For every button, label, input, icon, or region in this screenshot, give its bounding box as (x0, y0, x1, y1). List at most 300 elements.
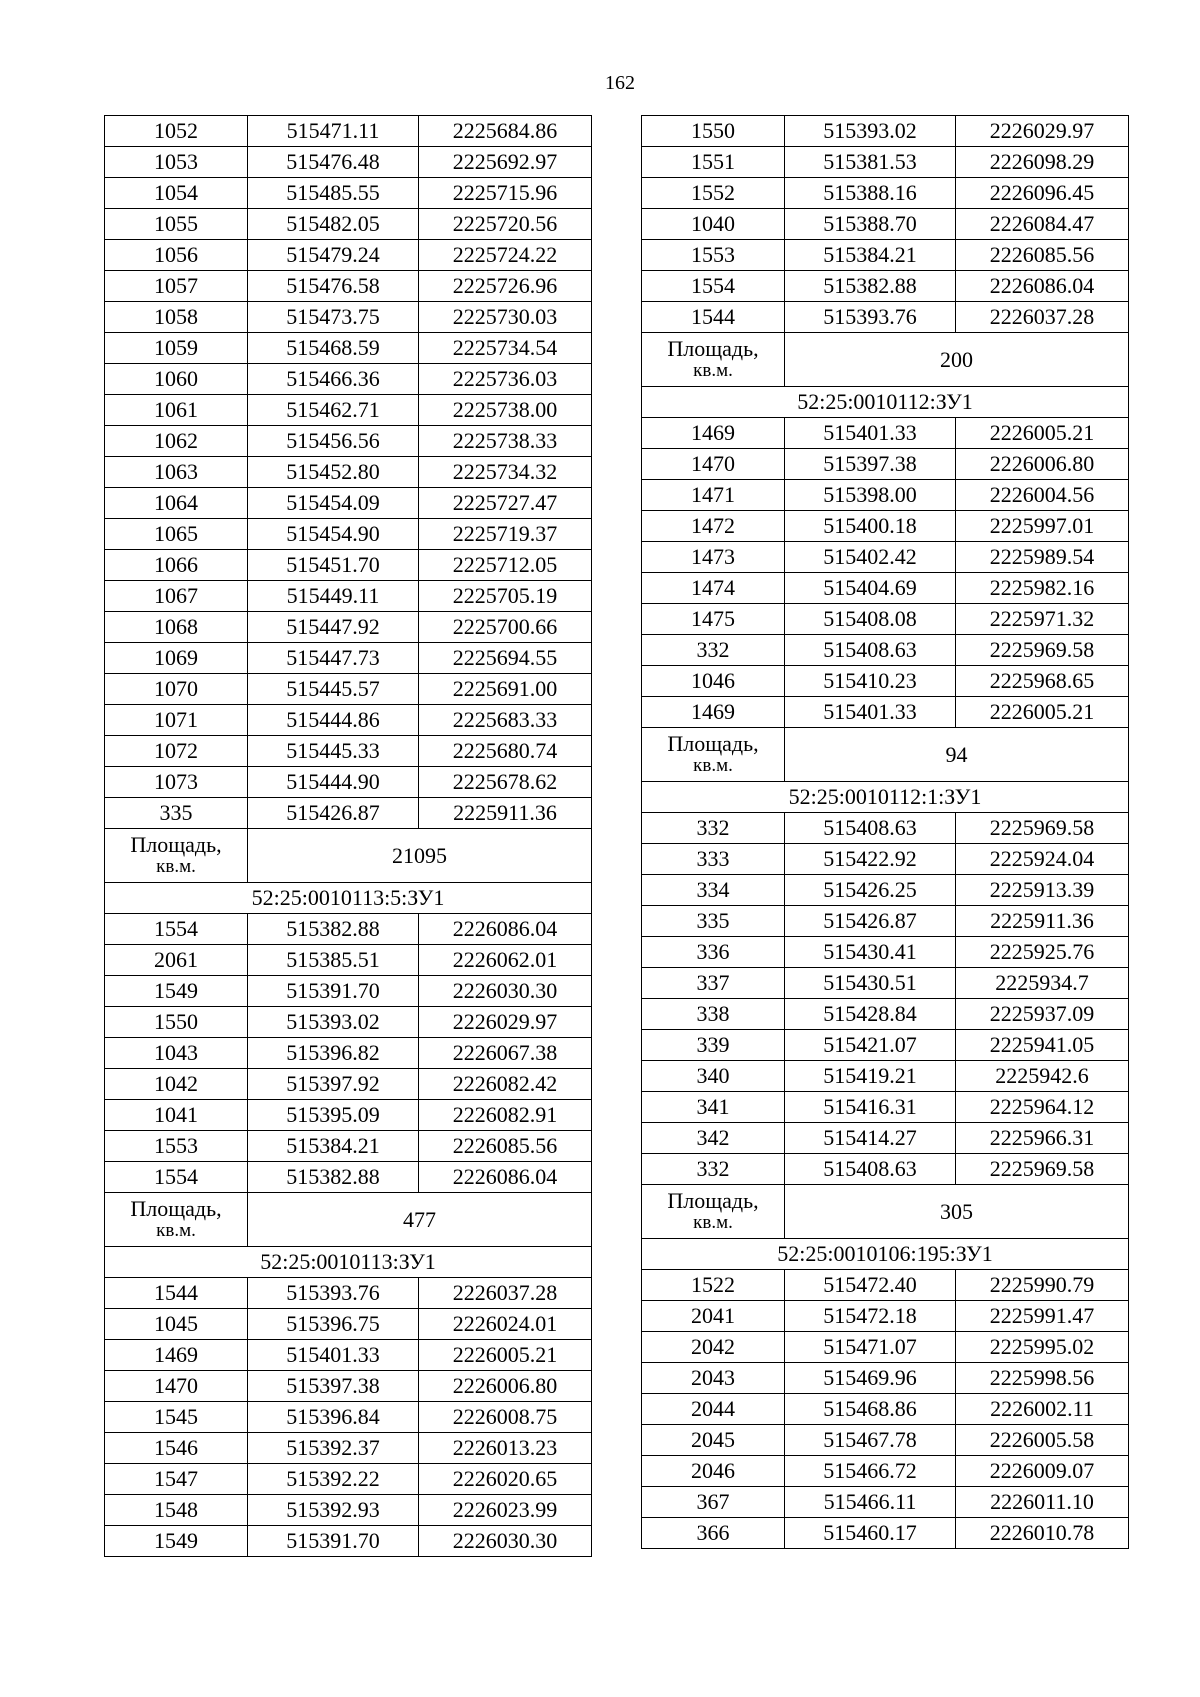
table-row (642, 1154, 1129, 1185)
table-row (642, 1456, 1129, 1487)
y-coordinate-cell: 2225913.39 (956, 875, 1129, 906)
x-coordinate-cell: 515401.33 (248, 1340, 419, 1371)
table-row (642, 1332, 1129, 1363)
table-row (105, 674, 592, 705)
y-coordinate-cell: 2226037.28 (956, 302, 1129, 333)
point-number-cell: 1055 (105, 209, 248, 240)
x-coordinate-cell: 515473.75 (248, 302, 419, 333)
x-coordinate-cell: 515472.18 (785, 1301, 956, 1332)
y-coordinate-cell: 2226029.97 (419, 1007, 592, 1038)
table-row (105, 1526, 592, 1557)
point-number-cell: 1471 (642, 480, 785, 511)
x-coordinate-cell: 515466.11 (785, 1487, 956, 1518)
y-coordinate-cell: 2225678.62 (419, 767, 592, 798)
x-coordinate-cell: 515466.36 (248, 364, 419, 395)
point-number-cell: 1470 (105, 1371, 248, 1402)
point-number-cell: 1549 (105, 1526, 248, 1557)
table-row (642, 178, 1129, 209)
y-coordinate-cell: 2225727.47 (419, 488, 592, 519)
y-coordinate-cell: 2225684.86 (419, 116, 592, 147)
area-label-cell (642, 728, 785, 782)
table-row (105, 240, 592, 271)
table-row (642, 844, 1129, 875)
table-row (642, 999, 1129, 1030)
point-number-cell: 1041 (105, 1100, 248, 1131)
page-number: 162 (605, 72, 635, 94)
y-coordinate-cell: 2225736.03 (419, 364, 592, 395)
table-row (642, 511, 1129, 542)
table-row (642, 1061, 1129, 1092)
point-number-cell: 1043 (105, 1038, 248, 1069)
point-number-cell: 1552 (642, 178, 785, 209)
y-coordinate-cell: 2225720.56 (419, 209, 592, 240)
table-row (105, 1495, 592, 1526)
table-row (642, 209, 1129, 240)
area-row (642, 1185, 1129, 1239)
x-coordinate-cell: 515388.70 (785, 209, 956, 240)
point-number-cell: 1548 (105, 1495, 248, 1526)
table-row (105, 736, 592, 767)
table-row (105, 333, 592, 364)
x-coordinate-cell: 515452.80 (248, 457, 419, 488)
x-coordinate-cell: 515456.56 (248, 426, 419, 457)
table-row (105, 1131, 592, 1162)
point-number-cell: 1470 (642, 449, 785, 480)
table-row (105, 395, 592, 426)
x-coordinate-cell: 515471.11 (248, 116, 419, 147)
point-number-cell: 2061 (105, 945, 248, 976)
y-coordinate-cell: 2226086.04 (956, 271, 1129, 302)
table-row (105, 976, 592, 1007)
table-row (642, 635, 1129, 666)
area-row (642, 333, 1129, 387)
table-row (105, 1038, 592, 1069)
point-number-cell: 1066 (105, 550, 248, 581)
x-coordinate-cell: 515482.05 (248, 209, 419, 240)
y-coordinate-cell: 2225982.16 (956, 573, 1129, 604)
table-row (642, 1123, 1129, 1154)
point-number-cell: 341 (642, 1092, 785, 1123)
y-coordinate-cell: 2225911.36 (956, 906, 1129, 937)
point-number-cell: 1065 (105, 519, 248, 550)
x-coordinate-cell: 515426.87 (248, 798, 419, 829)
x-coordinate-cell: 515396.82 (248, 1038, 419, 1069)
table-row (642, 1363, 1129, 1394)
point-number-cell: 1554 (105, 1162, 248, 1193)
point-number-cell: 1553 (105, 1131, 248, 1162)
y-coordinate-cell: 2226009.07 (956, 1456, 1129, 1487)
y-coordinate-cell: 2225724.22 (419, 240, 592, 271)
x-coordinate-cell: 515414.27 (785, 1123, 956, 1154)
point-number-cell: 337 (642, 968, 785, 999)
x-coordinate-cell: 515385.51 (248, 945, 419, 976)
y-coordinate-cell: 2225700.66 (419, 612, 592, 643)
point-number-cell: 1064 (105, 488, 248, 519)
point-number-cell: 1551 (642, 147, 785, 178)
table-row (642, 449, 1129, 480)
x-coordinate-cell: 515445.57 (248, 674, 419, 705)
section-header-row (105, 1247, 592, 1278)
table-row (105, 1340, 592, 1371)
area-label: Площадь, (667, 335, 759, 361)
y-coordinate-cell: 2225694.55 (419, 643, 592, 674)
y-coordinate-cell: 2225726.96 (419, 271, 592, 302)
x-coordinate-cell: 515449.11 (248, 581, 419, 612)
x-coordinate-cell: 515479.24 (248, 240, 419, 271)
y-coordinate-cell: 2226030.30 (419, 976, 592, 1007)
x-coordinate-cell: 515468.59 (248, 333, 419, 364)
y-coordinate-cell: 2225734.54 (419, 333, 592, 364)
point-number-cell: 1469 (642, 418, 785, 449)
y-coordinate-cell: 2226004.56 (956, 480, 1129, 511)
table-row (105, 1100, 592, 1131)
y-coordinate-cell: 2225738.33 (419, 426, 592, 457)
table-row (642, 1270, 1129, 1301)
point-number-cell: 367 (642, 1487, 785, 1518)
x-coordinate-cell: 515444.90 (248, 767, 419, 798)
table-row (642, 1518, 1129, 1549)
table-row (105, 1007, 592, 1038)
point-number-cell: 1059 (105, 333, 248, 364)
x-coordinate-cell: 515421.07 (785, 1030, 956, 1061)
x-coordinate-cell: 515381.53 (785, 147, 956, 178)
y-coordinate-cell: 2226006.80 (956, 449, 1129, 480)
area-label-cell (105, 1193, 248, 1247)
y-coordinate-cell: 2225998.56 (956, 1363, 1129, 1394)
y-coordinate-cell: 2225968.65 (956, 666, 1129, 697)
y-coordinate-cell: 2225941.05 (956, 1030, 1129, 1061)
table-row (105, 914, 592, 945)
point-number-cell: 339 (642, 1030, 785, 1061)
point-number-cell: 1068 (105, 612, 248, 643)
point-number-cell: 334 (642, 875, 785, 906)
cadastral-number: 52:25:0010113:5:ЗУ1 (105, 883, 592, 914)
table-row (642, 937, 1129, 968)
y-coordinate-cell: 2226096.45 (956, 178, 1129, 209)
cadastral-number: 52:25:0010112:ЗУ1 (642, 387, 1129, 418)
y-coordinate-cell: 2226020.65 (419, 1464, 592, 1495)
x-coordinate-cell: 515454.09 (248, 488, 419, 519)
x-coordinate-cell: 515472.40 (785, 1270, 956, 1301)
x-coordinate-cell: 515419.21 (785, 1061, 956, 1092)
y-coordinate-cell: 2225734.32 (419, 457, 592, 488)
point-number-cell: 1042 (105, 1069, 248, 1100)
x-coordinate-cell: 515476.58 (248, 271, 419, 302)
y-coordinate-cell: 2225719.37 (419, 519, 592, 550)
point-number-cell: 1472 (642, 511, 785, 542)
point-number-cell: 1475 (642, 604, 785, 635)
x-coordinate-cell: 515426.25 (785, 875, 956, 906)
y-coordinate-cell: 2226024.01 (419, 1309, 592, 1340)
x-coordinate-cell: 515467.78 (785, 1425, 956, 1456)
table-row (642, 1030, 1129, 1061)
y-coordinate-cell: 2226098.29 (956, 147, 1129, 178)
x-coordinate-cell: 515408.63 (785, 1154, 956, 1185)
section-header-row (642, 782, 1129, 813)
table-row (642, 1394, 1129, 1425)
table-row (105, 1309, 592, 1340)
table-row (642, 271, 1129, 302)
area-value: 200 (785, 333, 1129, 387)
area-label: Площадь, (667, 1187, 759, 1213)
y-coordinate-cell: 2226005.21 (419, 1340, 592, 1371)
point-number-cell: 1062 (105, 426, 248, 457)
point-number-cell: 333 (642, 844, 785, 875)
x-coordinate-cell: 515408.63 (785, 813, 956, 844)
x-coordinate-cell: 515396.84 (248, 1402, 419, 1433)
point-number-cell: 1545 (105, 1402, 248, 1433)
table-row (642, 1301, 1129, 1332)
table-row (105, 1162, 592, 1193)
section-header-row (642, 1239, 1129, 1270)
point-number-cell: 1546 (105, 1433, 248, 1464)
y-coordinate-cell: 2226005.58 (956, 1425, 1129, 1456)
table-row (105, 271, 592, 302)
y-coordinate-cell: 2225964.12 (956, 1092, 1129, 1123)
point-number-cell: 366 (642, 1518, 785, 1549)
y-coordinate-cell: 2226062.01 (419, 945, 592, 976)
x-coordinate-cell: 515391.70 (248, 1526, 419, 1557)
point-number-cell: 1553 (642, 240, 785, 271)
y-coordinate-cell: 2225997.01 (956, 511, 1129, 542)
table-row (105, 945, 592, 976)
y-coordinate-cell: 2225705.19 (419, 581, 592, 612)
table-row (105, 705, 592, 736)
area-label-cell (642, 1185, 785, 1239)
y-coordinate-cell: 2226086.04 (419, 1162, 592, 1193)
x-coordinate-cell: 515426.87 (785, 906, 956, 937)
table-row (642, 240, 1129, 271)
x-coordinate-cell: 515397.92 (248, 1069, 419, 1100)
area-unit: кв.м. (693, 1211, 733, 1233)
table-row (105, 1069, 592, 1100)
x-coordinate-cell: 515382.88 (248, 1162, 419, 1193)
x-coordinate-cell: 515447.92 (248, 612, 419, 643)
x-coordinate-cell: 515430.41 (785, 937, 956, 968)
point-number-cell: 1071 (105, 705, 248, 736)
x-coordinate-cell: 515384.21 (785, 240, 956, 271)
point-number-cell: 1070 (105, 674, 248, 705)
table-row (105, 767, 592, 798)
cadastral-number: 52:25:0010106:195:ЗУ1 (642, 1239, 1129, 1270)
point-number-cell: 1040 (642, 209, 785, 240)
y-coordinate-cell: 2225989.54 (956, 542, 1129, 573)
y-coordinate-cell: 2225990.79 (956, 1270, 1129, 1301)
x-coordinate-cell: 515408.08 (785, 604, 956, 635)
y-coordinate-cell: 2225683.33 (419, 705, 592, 736)
x-coordinate-cell: 515471.07 (785, 1332, 956, 1363)
x-coordinate-cell: 515393.76 (248, 1278, 419, 1309)
table-row (642, 906, 1129, 937)
y-coordinate-cell: 2226010.78 (956, 1518, 1129, 1549)
x-coordinate-cell: 515485.55 (248, 178, 419, 209)
y-coordinate-cell: 2225911.36 (419, 798, 592, 829)
point-number-cell: 1550 (105, 1007, 248, 1038)
table-row (642, 697, 1129, 728)
x-coordinate-cell: 515397.38 (785, 449, 956, 480)
point-number-cell: 1061 (105, 395, 248, 426)
y-coordinate-cell: 2225991.47 (956, 1301, 1129, 1332)
area-label: Площадь, (130, 831, 222, 857)
section-header-row (105, 883, 592, 914)
y-coordinate-cell: 2225995.02 (956, 1332, 1129, 1363)
area-value: 94 (785, 728, 1129, 782)
area-row (642, 728, 1129, 782)
point-number-cell: 1550 (642, 116, 785, 147)
point-number-cell: 1554 (642, 271, 785, 302)
table-row (105, 612, 592, 643)
y-coordinate-cell: 2226084.47 (956, 209, 1129, 240)
table-row (642, 418, 1129, 449)
point-number-cell: 1046 (642, 666, 785, 697)
y-coordinate-cell: 2225969.58 (956, 813, 1129, 844)
x-coordinate-cell: 515454.90 (248, 519, 419, 550)
point-number-cell: 1057 (105, 271, 248, 302)
y-coordinate-cell: 2225712.05 (419, 550, 592, 581)
y-coordinate-cell: 2226005.21 (956, 418, 1129, 449)
y-coordinate-cell: 2226029.97 (956, 116, 1129, 147)
y-coordinate-cell: 2226086.04 (419, 914, 592, 945)
point-number-cell: 332 (642, 635, 785, 666)
area-row (105, 829, 592, 883)
point-number-cell: 1072 (105, 736, 248, 767)
point-number-cell: 332 (642, 813, 785, 844)
x-coordinate-cell: 515460.17 (785, 1518, 956, 1549)
point-number-cell: 1544 (642, 302, 785, 333)
point-number-cell: 336 (642, 937, 785, 968)
table-row (642, 813, 1129, 844)
point-number-cell: 335 (105, 798, 248, 829)
y-coordinate-cell: 2226085.56 (956, 240, 1129, 271)
table-row (105, 1402, 592, 1433)
table-row (105, 178, 592, 209)
y-coordinate-cell: 2226005.21 (956, 697, 1129, 728)
y-coordinate-cell: 2226006.80 (419, 1371, 592, 1402)
point-number-cell: 1052 (105, 116, 248, 147)
point-number-cell: 1522 (642, 1270, 785, 1301)
y-coordinate-cell: 2225730.03 (419, 302, 592, 333)
point-number-cell: 342 (642, 1123, 785, 1154)
x-coordinate-cell: 515468.86 (785, 1394, 956, 1425)
y-coordinate-cell: 2226002.11 (956, 1394, 1129, 1425)
section-header-row (642, 387, 1129, 418)
y-coordinate-cell: 2225692.97 (419, 147, 592, 178)
point-number-cell: 1058 (105, 302, 248, 333)
point-number-cell: 1547 (105, 1464, 248, 1495)
y-coordinate-cell: 2226013.23 (419, 1433, 592, 1464)
x-coordinate-cell: 515451.70 (248, 550, 419, 581)
x-coordinate-cell: 515392.22 (248, 1464, 419, 1495)
table-row (105, 581, 592, 612)
y-coordinate-cell: 2226082.91 (419, 1100, 592, 1131)
point-number-cell: 1069 (105, 643, 248, 674)
x-coordinate-cell: 515393.02 (785, 116, 956, 147)
point-number-cell: 2044 (642, 1394, 785, 1425)
table-row (105, 1433, 592, 1464)
area-unit: кв.м. (156, 855, 196, 877)
area-value: 305 (785, 1185, 1129, 1239)
table-row (105, 550, 592, 581)
table-row (642, 1487, 1129, 1518)
x-coordinate-cell: 515462.71 (248, 395, 419, 426)
y-coordinate-cell: 2225691.00 (419, 674, 592, 705)
table-row (642, 1425, 1129, 1456)
point-number-cell: 1073 (105, 767, 248, 798)
x-coordinate-cell: 515398.00 (785, 480, 956, 511)
table-row (105, 488, 592, 519)
point-number-cell: 2041 (642, 1301, 785, 1332)
x-coordinate-cell: 515445.33 (248, 736, 419, 767)
point-number-cell: 1544 (105, 1278, 248, 1309)
x-coordinate-cell: 515430.51 (785, 968, 956, 999)
point-number-cell: 2046 (642, 1456, 785, 1487)
table-row (105, 302, 592, 333)
point-number-cell: 1067 (105, 581, 248, 612)
area-unit: кв.м. (693, 754, 733, 776)
x-coordinate-cell: 515408.63 (785, 635, 956, 666)
table-row (105, 519, 592, 550)
y-coordinate-cell: 2225925.76 (956, 937, 1129, 968)
table-row (642, 666, 1129, 697)
point-number-cell: 1469 (642, 697, 785, 728)
x-coordinate-cell: 515393.02 (248, 1007, 419, 1038)
x-coordinate-cell: 515400.18 (785, 511, 956, 542)
table-row (105, 209, 592, 240)
point-number-cell: 1549 (105, 976, 248, 1007)
x-coordinate-cell: 515447.73 (248, 643, 419, 674)
x-coordinate-cell: 515388.16 (785, 178, 956, 209)
table-row (105, 1464, 592, 1495)
x-coordinate-cell: 515396.75 (248, 1309, 419, 1340)
x-coordinate-cell: 515401.33 (785, 418, 956, 449)
area-unit: кв.м. (156, 1219, 196, 1241)
x-coordinate-cell: 515410.23 (785, 666, 956, 697)
x-coordinate-cell: 515392.93 (248, 1495, 419, 1526)
x-coordinate-cell: 515391.70 (248, 976, 419, 1007)
table-row (105, 643, 592, 674)
point-number-cell: 338 (642, 999, 785, 1030)
x-coordinate-cell: 515466.72 (785, 1456, 956, 1487)
x-coordinate-cell: 515401.33 (785, 697, 956, 728)
point-number-cell: 335 (642, 906, 785, 937)
x-coordinate-cell: 515416.31 (785, 1092, 956, 1123)
point-number-cell: 1474 (642, 573, 785, 604)
x-coordinate-cell: 515402.42 (785, 542, 956, 573)
area-label-cell (105, 829, 248, 883)
y-coordinate-cell: 2225924.04 (956, 844, 1129, 875)
x-coordinate-cell: 515393.76 (785, 302, 956, 333)
y-coordinate-cell: 2225942.6 (956, 1061, 1129, 1092)
table-row (105, 116, 592, 147)
table-row (642, 116, 1129, 147)
x-coordinate-cell: 515395.09 (248, 1100, 419, 1131)
y-coordinate-cell: 2225738.00 (419, 395, 592, 426)
table-row (105, 147, 592, 178)
coordinates-table-right (641, 115, 1129, 1549)
x-coordinate-cell: 515392.37 (248, 1433, 419, 1464)
table-row (105, 426, 592, 457)
y-coordinate-cell: 2225971.32 (956, 604, 1129, 635)
table-row (642, 302, 1129, 333)
area-value: 21095 (248, 829, 592, 883)
point-number-cell: 1056 (105, 240, 248, 271)
y-coordinate-cell: 2226037.28 (419, 1278, 592, 1309)
table-row (642, 1092, 1129, 1123)
table-row (105, 798, 592, 829)
y-coordinate-cell: 2226008.75 (419, 1402, 592, 1433)
table-row (642, 573, 1129, 604)
table-row (642, 147, 1129, 178)
